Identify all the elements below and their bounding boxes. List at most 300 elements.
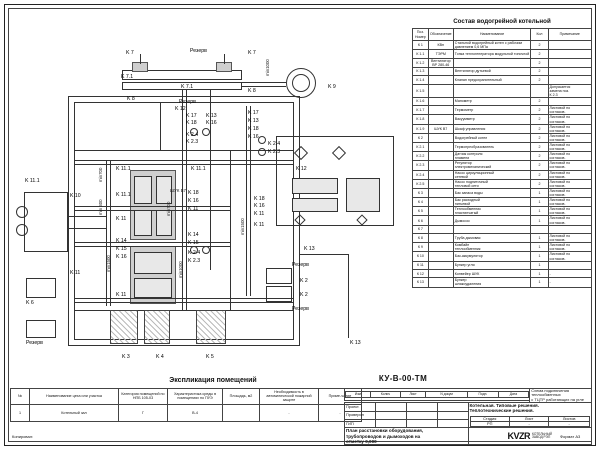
spec-row xyxy=(413,97,592,105)
equipment-tag: K 16 xyxy=(188,198,199,204)
spec-cell-ob xyxy=(428,170,453,179)
spec-cell-pos: К 1 xyxy=(413,41,429,50)
spec-cell-kol: 2 xyxy=(531,41,548,50)
spec-cell-ob xyxy=(428,243,453,252)
explication-cell-name: Котельный зал xyxy=(30,404,119,421)
spec-title: Состав водогрейной котельной xyxy=(453,18,551,25)
object-line-1: Котельная. Типовые решения. xyxy=(469,403,540,409)
equipment-tag: K 2 xyxy=(300,278,308,284)
spec-cell-pos: К 2.2 xyxy=(413,152,429,161)
spec-cell-nm: Регулятор электромеханический xyxy=(453,161,531,170)
equipment-tag: K 2.3 xyxy=(268,149,281,155)
leader-line xyxy=(348,254,349,338)
spec-cell-ob xyxy=(428,234,453,243)
spec-cell-ob xyxy=(428,270,453,278)
spec-cell-pos: К 1.6 xyxy=(413,97,429,105)
dimension-text: min1500 xyxy=(240,218,245,235)
equipment-tag: K 8 xyxy=(127,96,135,102)
pipe-run xyxy=(68,228,106,229)
spec-cell-kol: 2 xyxy=(531,115,548,124)
pump-icon xyxy=(202,246,210,254)
spec-cell-ob xyxy=(428,179,453,188)
spec-cell-nm: Манометр xyxy=(453,97,531,105)
spec-cell-pr: Листовой по согласов. xyxy=(548,188,591,197)
dimension-text: min1000 xyxy=(265,59,270,76)
spec-cell-ob: Вентилятор ВР 280-46 xyxy=(428,58,453,67)
spec-cell-pr: Листовой по согласов. xyxy=(548,115,591,124)
wall-line xyxy=(160,102,161,150)
role-date-1 xyxy=(437,403,468,411)
spec-cell-ob xyxy=(428,278,453,287)
format-label: Формат А3 xyxy=(560,434,581,439)
spec-cell-kol: 1 xyxy=(531,207,548,216)
spec-cell-pos: К 1.8 xyxy=(413,115,429,124)
spec-cell-ob xyxy=(428,152,453,161)
pump-icon xyxy=(202,128,210,136)
pipe-run xyxy=(68,216,106,217)
spec-cell-pr: - xyxy=(548,270,591,278)
equipment-tag: K 13 xyxy=(350,340,361,346)
explication-cell-n: 1 xyxy=(11,404,30,421)
spec-cell-kol: 2 xyxy=(531,97,548,105)
spec-cell-ob xyxy=(428,216,453,225)
equipment-tag: K 16 xyxy=(206,120,217,126)
equipment-tag: Резерв xyxy=(179,99,196,105)
equipment-tag: Резерв xyxy=(190,48,207,54)
spec-row xyxy=(413,50,592,58)
spec-cell-pos: К 4 xyxy=(413,198,429,207)
equipment-tag: K 16 xyxy=(254,203,265,209)
equipment-tag: K 17 xyxy=(186,113,197,119)
equipment-tag: K 2.3 xyxy=(188,258,201,264)
spec-cell-pr: Листовой по согласов. xyxy=(548,179,591,188)
spec-row xyxy=(413,152,592,161)
spec-cell-pos: К 13 xyxy=(413,278,429,287)
spec-cell-pr: - xyxy=(548,278,591,287)
spec-cell-nm xyxy=(453,84,531,97)
spec-cell-pr: Листовой по согласов. xyxy=(548,124,591,133)
pipe-run xyxy=(74,302,294,303)
spec-cell-nm: Датчик контроля пламени xyxy=(453,152,531,161)
equipment-tag: K 11 xyxy=(254,211,265,217)
spec-cell-nm: Насос циркуляционный сетевой xyxy=(453,170,531,179)
spec-cell-kol: 1 xyxy=(531,198,548,207)
spec-cell-pr xyxy=(548,50,591,58)
spec-cell-pr: Листовой по согласов. xyxy=(548,106,591,115)
spec-cell-nm: Бункер угля xyxy=(453,261,531,269)
boiler-front-1 xyxy=(134,176,152,204)
equipment-tag: K 13 xyxy=(248,118,259,124)
role-date-3 xyxy=(437,420,468,428)
spec-row xyxy=(413,225,592,233)
role-label-1: Проект. xyxy=(345,403,376,411)
equipment-tag: K 11 xyxy=(70,270,81,276)
spec-cell-nm: Топка теплогенератора модульной топочной xyxy=(453,50,531,58)
spec-col-header: Кол xyxy=(531,29,548,41)
role-label-2: Проверил xyxy=(345,411,376,419)
dimension-text: min700 xyxy=(166,201,171,216)
spec-row xyxy=(413,252,592,261)
spec-cell-pos: К 2.4 xyxy=(413,170,429,179)
explication-col-header: Приме-чание xyxy=(319,389,362,405)
riser-line xyxy=(224,54,225,64)
explication-col-header: Категория помещений по НПБ 105-03 xyxy=(119,389,168,405)
spec-cell-nm xyxy=(453,58,531,67)
spec-cell-kol: 1 xyxy=(531,188,548,197)
spec-cell-kol: 2 xyxy=(531,170,548,179)
spec-cell-pos: К 9 xyxy=(413,243,429,252)
spec-col-header: Примечание xyxy=(548,29,591,41)
spec-cell-nm: Стальной водогрейный котел с рабочим давлением 0,6 МПа xyxy=(453,41,531,50)
spec-cell-kol: 1 xyxy=(531,243,548,252)
spec-cell-pos: К 1.9 xyxy=(413,124,429,133)
dimension-text: min1000 xyxy=(178,261,183,278)
spec-row xyxy=(413,115,592,124)
equipment-tag: K 15 xyxy=(116,246,127,252)
company-mark: KVZR xyxy=(507,431,530,442)
equipment-tag: K 11 xyxy=(188,206,199,212)
equipment-tag: K 10 xyxy=(70,193,81,199)
pump-icon xyxy=(258,148,266,156)
sheet-name-line-3: отметку 0,000 xyxy=(346,438,377,444)
spec-cell-nm: Дымосос xyxy=(453,216,531,225)
spec-cell-pos: К 1.3 xyxy=(413,67,429,75)
spec-cell-nm: Бункер шлакоудаления xyxy=(453,278,531,287)
spec-cell-nm: Вентилятор дутьевой xyxy=(453,67,531,75)
spec-cell-nm: Бак-аккумулятор xyxy=(453,252,531,261)
role-name-1 xyxy=(375,403,406,411)
equipment-tag: K 2.4 xyxy=(188,250,201,256)
equipment-tag: K 12 xyxy=(296,166,307,172)
spec-cell-ob xyxy=(428,188,453,197)
equipment-tag: K 18 xyxy=(186,120,197,126)
spec-cell-kol: 1 xyxy=(531,270,548,278)
equipment-tag: K 11.1 xyxy=(25,178,40,184)
spec-cell-pos: К 8 xyxy=(413,234,429,243)
pipe-run xyxy=(74,164,294,165)
section-block-c xyxy=(346,178,380,212)
equipment-tag: K 7 xyxy=(126,50,134,56)
lists-label: Листов xyxy=(549,416,590,421)
equipment-tag: K 18 xyxy=(248,126,259,132)
spec-cell-ob xyxy=(428,76,453,84)
title-block-col-header: Дата xyxy=(498,392,529,397)
spec-cell-kol: 2 xyxy=(531,67,548,75)
role-name-3 xyxy=(375,420,406,428)
pump-icon xyxy=(258,136,266,144)
spec-table xyxy=(412,28,592,288)
spec-row xyxy=(413,243,592,252)
explication-col-header: Характеристика среды в помещениях по ПУЭ xyxy=(168,389,223,405)
spec-col-header: Наименование xyxy=(453,29,531,41)
equipment-tag: K 7.1 xyxy=(181,84,194,90)
spec-cell-ob xyxy=(428,261,453,269)
spec-cell-nm: Термопреобразователь xyxy=(453,142,531,151)
spec-cell-pos: К 7 xyxy=(413,225,429,233)
spec-cell-pr xyxy=(548,225,591,233)
pipe-run xyxy=(74,242,230,243)
scheme-line-2: с ТЦТР работающих на угле xyxy=(531,396,584,402)
spec-row xyxy=(413,133,592,142)
equipment-tag: K 15 xyxy=(188,240,199,246)
wall-line xyxy=(230,150,231,310)
equipment-tag: K 4 xyxy=(156,354,164,360)
spec-cell-pos: К 2 xyxy=(413,133,429,142)
title-block-header-row xyxy=(346,392,529,397)
company-line-2: ЗАВОД РЭП xyxy=(532,435,551,440)
title-block-col-header: Изм xyxy=(346,392,371,397)
spec-row xyxy=(413,170,592,179)
spec-cell-pos: К 11 xyxy=(413,261,429,269)
plan-drawing xyxy=(10,10,410,370)
spec-row xyxy=(413,207,592,216)
title-block-col-header: Лист xyxy=(401,392,426,397)
explication-table xyxy=(10,388,352,422)
tank-k10 xyxy=(24,192,68,252)
spec-cell-ob xyxy=(428,198,453,207)
company-line-1: КОТЕЛЬНЫЙ xyxy=(532,431,552,436)
pipe-riser xyxy=(106,160,107,306)
equipment-k6 xyxy=(26,278,56,298)
explication-col-header: Наименование цеха или участка xyxy=(30,389,119,405)
copy-label: Копировал: xyxy=(12,434,34,439)
spec-cell-nm: Бак расходный питьевой xyxy=(453,198,531,207)
spec-row xyxy=(413,76,592,84)
equipment-tag: K 12 xyxy=(175,106,186,112)
role-sign-3 xyxy=(406,420,437,428)
spec-cell-pr: Листовой по согласов. xyxy=(548,252,591,261)
flue-duct xyxy=(242,86,286,87)
explication-cell-cat: Г xyxy=(119,404,168,421)
spec-cell-kol: 1 xyxy=(531,278,548,287)
spec-cell-ob: ТЭРМ xyxy=(428,50,453,58)
spec-row xyxy=(413,161,592,170)
spec-row xyxy=(413,179,592,188)
explication-col-header: № xyxy=(11,389,30,405)
equipment-tag: K 14 xyxy=(188,232,199,238)
spec-cell-nm: Водогрейный котел xyxy=(453,133,531,142)
spec-header-row xyxy=(413,29,592,41)
spec-cell-kol: 2 xyxy=(531,133,548,142)
equipment-tag: K 13 xyxy=(206,113,217,119)
spec-row xyxy=(413,234,592,243)
equipment-tag: K 11 xyxy=(116,216,127,222)
spec-cell-pr xyxy=(548,67,591,75)
spec-cell-pos: К 3 xyxy=(413,188,429,197)
explication-body xyxy=(11,404,362,421)
spec-cell-pos: К 1.1 xyxy=(413,50,429,58)
spec-cell-pos: К 1.4 xyxy=(413,76,429,84)
spec-cell-nm: Бак запаса воды xyxy=(453,188,531,197)
explication-cell-area xyxy=(223,404,260,421)
spec-cell-ob xyxy=(428,252,453,261)
equipment-tag: K 11 xyxy=(254,222,265,228)
spec-cell-pos: К 2.1 xyxy=(413,142,429,151)
equipment-tag: Резерв xyxy=(26,340,43,346)
spec-cell-kol: 2 xyxy=(531,161,548,170)
spec-body xyxy=(413,41,592,288)
equipment-tag: K 11.1 xyxy=(116,166,131,172)
sheet-name-line-1: План расстановки оборудования, xyxy=(346,428,424,434)
equipment-tag: K 5 xyxy=(206,354,214,360)
spec-cell-pos: К 5 xyxy=(413,207,429,216)
dimension-text: min 300 xyxy=(98,199,103,215)
title-block-col-header: Подп. xyxy=(468,392,499,397)
spec-cell-kol: 2 xyxy=(531,142,548,151)
spec-cell-pr xyxy=(548,58,591,67)
pipe-riser xyxy=(246,106,247,296)
equipment-tag: K 6 xyxy=(26,300,34,306)
spec-col-header: Обозначение xyxy=(428,29,453,41)
spec-cell-ob xyxy=(428,97,453,105)
spec-cell-pos: К 10 xyxy=(413,252,429,261)
bunker-k4 xyxy=(144,310,170,344)
spec-cell-pr: Листовой по согласов. xyxy=(548,198,591,207)
spec-cell-pos: К 2.5 xyxy=(413,179,429,188)
spec-cell-pos: К 1.5 xyxy=(413,84,429,97)
stack-k9-inner xyxy=(292,74,310,92)
explication-col-header: Площадь, м2 xyxy=(223,389,260,405)
spec-cell-nm xyxy=(453,225,531,233)
sheet-name xyxy=(345,428,469,445)
spec-cell-pos: К 1.7 xyxy=(413,106,429,115)
equipment-tag: K 14 xyxy=(116,238,127,244)
spec-cell-pos: К 12 xyxy=(413,270,429,278)
spec-cell-kol: 1 xyxy=(531,261,548,269)
bunker-k3 xyxy=(110,310,138,344)
section-block-b xyxy=(292,198,338,212)
spec-cell-kol: 1 xyxy=(531,216,548,225)
object-title xyxy=(468,403,592,428)
list-label: Лист xyxy=(509,416,548,421)
explication-row xyxy=(11,404,362,421)
spec-cell-kol: 2 xyxy=(531,124,548,133)
role-date-2 xyxy=(437,411,468,419)
spec-row xyxy=(413,58,592,67)
spec-cell-pr: Листовой по согласов. xyxy=(548,142,591,151)
equipment-tag: Резерв xyxy=(292,262,309,268)
boiler-front-5 xyxy=(134,252,172,274)
equipment-tag: K 9 xyxy=(328,84,336,90)
equipment-tag: K 2 xyxy=(300,292,308,298)
spec-cell-kol: 2 xyxy=(531,58,548,67)
spec-cell-pos: К 6 xyxy=(413,216,429,225)
spec-cell-ob xyxy=(428,133,453,142)
spec-cell-kol: 1 xyxy=(531,234,548,243)
spec-cell-pr: Листовой по согласов. xyxy=(548,207,591,216)
spec-cell-ob: КВн xyxy=(428,41,453,50)
equipment-k2-right-a xyxy=(266,268,292,284)
spec-cell-nm: Вакуумметр xyxy=(453,115,531,124)
spec-row xyxy=(413,67,592,75)
spec-cell-ob xyxy=(428,161,453,170)
spec-cell-pr xyxy=(548,41,591,50)
equipment-tag: K 8 xyxy=(248,88,256,94)
explication-cell-env: В-4 xyxy=(168,404,223,421)
spec-cell-pr: Листовой по согласов. xyxy=(548,161,591,170)
equipment-tag: K 7.1 xyxy=(121,74,134,80)
spec-cell-pr: Листовой по согласов. xyxy=(548,133,591,142)
spec-cell-pos: К 2.3 xyxy=(413,161,429,170)
spec-row xyxy=(413,270,592,278)
spec-cell-nm: Термометр xyxy=(453,106,531,115)
document-code: КУ-В-00-ТМ xyxy=(378,374,428,383)
explication-header-row xyxy=(11,389,362,405)
scheme-line-1: Схема подключения теплообменных xyxy=(531,388,569,398)
spec-cell-nm: Теплообменник пластинчатый xyxy=(453,207,531,216)
spec-cell-ob xyxy=(428,67,453,75)
equipment-k2-right-b xyxy=(266,286,292,302)
equipment-tag: K 11.1 xyxy=(116,192,131,198)
equipment-tag: K 18 xyxy=(188,190,199,196)
spec-cell-pr: Листовой по согласов. xyxy=(548,243,591,252)
explication-cell-fire: - xyxy=(260,404,319,421)
spec-cell-pr xyxy=(548,261,591,269)
role-sign-1 xyxy=(406,403,437,411)
spec-cell-nm: Комбайн теплообменник xyxy=(453,243,531,252)
spec-cell-pr xyxy=(548,97,591,105)
dimension-text: min1500 xyxy=(106,255,111,272)
lists-value: - xyxy=(549,422,590,427)
spec-row xyxy=(413,142,592,151)
pump-k10-a xyxy=(16,206,28,218)
spec-cell-pr: Листовой по согласов. xyxy=(548,216,591,225)
equipment-tag: K 16 xyxy=(248,134,259,140)
equipment-tag: K 17 xyxy=(248,110,259,116)
spec-cell-pr: Листовой по согласов. xyxy=(548,152,591,161)
equipment-tag: K 11 xyxy=(116,292,127,298)
spec-cell-pr: Листовой по согласов. xyxy=(548,170,591,179)
spec-cell-nm: Труба дымовая xyxy=(453,234,531,243)
heat-exchanger-k5 xyxy=(196,310,226,344)
spec-cell-kol: 1 xyxy=(531,252,548,261)
equipment-tag: K 3 xyxy=(122,354,130,360)
title-block xyxy=(344,374,592,444)
spec-cell-ob xyxy=(428,84,453,97)
spec-row xyxy=(413,84,592,97)
stage-value: РП xyxy=(470,422,509,427)
spec-cell-nm: Насос подпиточный тепловой сети xyxy=(453,179,531,188)
equipment-tag: K 18 xyxy=(254,196,265,202)
spec-cell-ob xyxy=(428,225,453,233)
riser-line xyxy=(140,54,141,64)
equipment-tag: Резерв xyxy=(292,306,309,312)
spec-row xyxy=(413,124,592,133)
pipe-riser xyxy=(110,160,111,306)
spec-row xyxy=(413,41,592,50)
boiler-front-3 xyxy=(134,210,152,236)
spec-cell-pr: Допускается замена поз. К 2.3 xyxy=(548,84,591,97)
spec-cell-kol: 2 xyxy=(531,76,548,84)
spec-cell-nm: Конвейер ШУК xyxy=(453,270,531,278)
equipment-tag: K 2.4 xyxy=(268,141,281,147)
spec-row xyxy=(413,198,592,207)
spec-col-header: Поз. Номер xyxy=(413,29,429,41)
spec-row xyxy=(413,216,592,225)
wall-line xyxy=(74,310,294,311)
explication-cell-note: - xyxy=(319,404,362,421)
spec-cell-nm: Шкаф управления xyxy=(453,124,531,133)
role-label-3: ГИП xyxy=(345,420,376,428)
dimension-text: ШУК В7 xyxy=(170,188,186,193)
sheet-name-line-2: трубопроводов и дымоходов на xyxy=(346,433,421,439)
spec-row xyxy=(413,261,592,269)
spec-cell-pr xyxy=(548,76,591,84)
equipment-tag: K 2.4 xyxy=(186,132,199,138)
pump-k10-b xyxy=(16,224,28,236)
spec-cell-ob xyxy=(428,142,453,151)
explication-col-header: Необходимость в автоматической пожарной защите xyxy=(260,389,319,405)
